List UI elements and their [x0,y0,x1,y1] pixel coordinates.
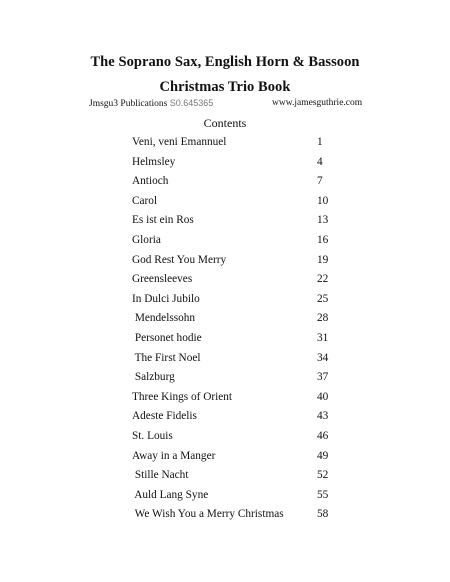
toc-entry-title: Away in a Manger [132,449,216,462]
toc-entry-title: Three Kings of Orient [132,390,233,403]
toc-entry-title: St. Louis [132,430,173,442]
toc-entry-title: Gloria [132,234,161,246]
toc-entry-page: 22 [317,273,329,286]
toc-entry-title: In Dulci Jubilo [132,292,200,305]
toc-entry-title: Personet hodie [132,332,202,344]
toc-entry-page: 25 [317,292,329,305]
toc-entry-title: Mendelssohn [132,312,196,325]
toc-entry[interactable] [0,156,450,172]
toc-entry-title: Carol [132,194,158,207]
toc-entry-page: 16 [317,234,329,246]
toc-entry[interactable] [0,293,450,309]
toc-entry-page: 1 [317,136,323,148]
toc-entry[interactable] [0,469,450,485]
toc-entry-page: 4 [317,155,323,168]
book-subtitle: Christmas Trio Book [159,79,291,95]
toc-entry-page: 37 [317,371,329,384]
toc-entry-page: 58 [317,508,329,521]
toc-entry-page: 19 [317,253,329,266]
toc-entry-page: 31 [317,332,329,344]
toc-entry[interactable] [0,273,450,289]
toc-entry-page: 52 [317,469,329,482]
toc-entry-page: 10 [317,194,329,207]
toc-entry-title: We Wish You a Merry Christmas [132,508,284,521]
toc-entry[interactable] [0,489,450,505]
toc-entry-title: God Rest You Merry [132,253,227,266]
toc-entry[interactable] [0,195,450,211]
toc-entry-page: 43 [317,410,329,423]
toc-entry[interactable] [0,312,450,328]
toc-entry[interactable] [0,352,450,368]
toc-entry[interactable] [0,332,450,348]
toc-entry[interactable] [0,450,450,466]
website-link[interactable]: www.jamesguthrie.com [272,98,363,108]
toc-entry-page: 55 [317,488,329,501]
toc-entry-title: Veni, veni Emannuel [132,136,227,148]
toc-entry[interactable] [0,371,450,387]
toc-entry[interactable] [0,234,450,250]
toc-entry-page: 49 [317,449,329,462]
toc-entry[interactable] [0,175,450,191]
toc-entry[interactable] [0,410,450,426]
toc-entry-page: 7 [317,175,323,188]
toc-entry[interactable] [0,214,450,230]
toc-entry-title: Es ist ein Ros [132,214,194,227]
toc-entry[interactable] [0,391,450,407]
toc-entry-page: 40 [317,390,329,403]
toc-entry-page: 28 [317,312,329,325]
toc-entry-title: Auld Lang Syne [132,488,209,501]
publisher-name: Jmsgu3 Publications [89,99,168,109]
toc-entry-page: 13 [317,214,329,227]
toc-entry-title: Antioch [132,175,169,188]
toc-entry-page: 34 [317,351,329,364]
contents-heading: Contents [203,116,247,130]
toc-entry[interactable] [0,254,450,270]
toc-entry-title: Stille Nacht [132,469,189,482]
toc-entry[interactable] [0,508,450,524]
toc-entry-page: 46 [317,430,329,442]
toc-entry-title: The First Noel [132,351,201,364]
toc-entry[interactable] [0,136,450,152]
toc-entry-title: Salzburg [132,371,175,384]
publication-id: S0.645365 [169,98,214,108]
toc-entry-title: Adeste Fidelis [132,410,197,423]
toc-entry[interactable] [0,430,450,446]
toc-entry-title: Helmsley [132,155,176,168]
book-title: The Soprano Sax, English Horn & Bassoon [90,54,360,70]
toc-entry-title: Greensleeves [132,273,193,286]
